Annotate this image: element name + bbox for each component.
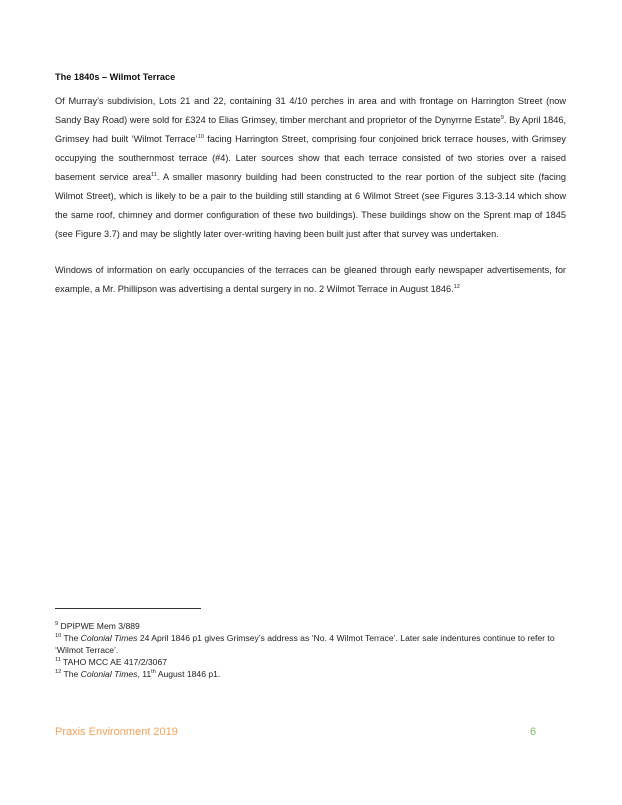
- footnote-number: 12: [55, 669, 62, 676]
- footnote-10: [55, 633, 570, 656]
- footnote-text: TAHO MCC AE 417/2/3067: [60, 656, 168, 667]
- footnote-ref-11[interactable]: 11: [151, 171, 157, 178]
- footnote-text: The: [61, 633, 81, 644]
- footnote-ordinal: th: [151, 669, 156, 676]
- body-paragraph-1: [55, 92, 566, 244]
- footnote-number: 11: [55, 656, 61, 663]
- section-heading: The 1840s – Wilmot Terrace: [55, 72, 176, 82]
- footnotes: [55, 621, 570, 681]
- footnote-9: [55, 621, 570, 633]
- footnote-ref-10[interactable]: 10: [197, 133, 204, 140]
- paragraph-text: Of Murray’s subdivision, Lots 21 and 22, containing 31 4/10 perches in area and with frontage on Harrington Street (now Sandy Bay Road) were sold for £324 to Elias Grimsey, timber merchant and proprietor of the Dynyrrne Estate: [55, 96, 566, 125]
- footnote-italic-title: Colonial Times: [80, 633, 138, 644]
- footer-page-number: 6: [530, 726, 537, 738]
- footnote-11: [55, 657, 570, 669]
- footnote-text: The: [61, 668, 81, 679]
- footnote-text: 24 April 1846 p1 gives Grimsey’s address as ‘No. 4 Wilmot Terrace’. Later sale indentures continue to refer to ‘Wilmot Terrace’.: [55, 633, 555, 655]
- footer-organisation: Praxis Environment 2019: [55, 726, 178, 738]
- paragraph-text: . A smaller masonry building had been constructed to the rear portion of the subject site (facing Wilmot Street), which is likely to be a pair to the building still standing at 6 Wilmot Street (see Figures 3.13-3.14 which show the same roof, chimney and dormer configuration of these two buildings). These buildings show on the Sprent map of 1845 (see Figure 3.7) and may be slightly later over-writing having been built just after that survey was undertaken.: [55, 172, 567, 239]
- body-paragraph-2: [55, 261, 566, 299]
- footnote-text: DPIPWE Mem 3/889: [58, 621, 140, 631]
- paragraph-text: Windows of information on early occupancies of the terraces can be gleaned through early newspaper advertisements, for example, a Mr. Phillipson was advertising a dental surgery in no. 2 Wilmot Terrace in August 1846.: [55, 265, 566, 294]
- footnote-italic-title: Colonial Times: [80, 668, 138, 679]
- paragraph-text: facing Harrington Street, comprising four conjoined brick terrace houses, with Grimsey occupying the southernmost terrace (#4). Later sources show that each terrace consisted of two stories over a raised basement service area: [55, 134, 566, 182]
- footnote-number: 10: [55, 633, 62, 640]
- footnote-text: , 11: [137, 668, 152, 679]
- footnote-number: 9: [55, 621, 59, 628]
- footnote-separator: [55, 608, 201, 609]
- footnote-12: [55, 669, 570, 681]
- paragraph-text: . By April 1846, Grimsey had built ‘Wilmot Terrace’: [55, 115, 566, 144]
- footnote-text: August 1846 p1.: [155, 668, 221, 679]
- footnote-ref-12[interactable]: 12: [453, 283, 460, 290]
- footnote-ref-9[interactable]: 9: [500, 114, 504, 121]
